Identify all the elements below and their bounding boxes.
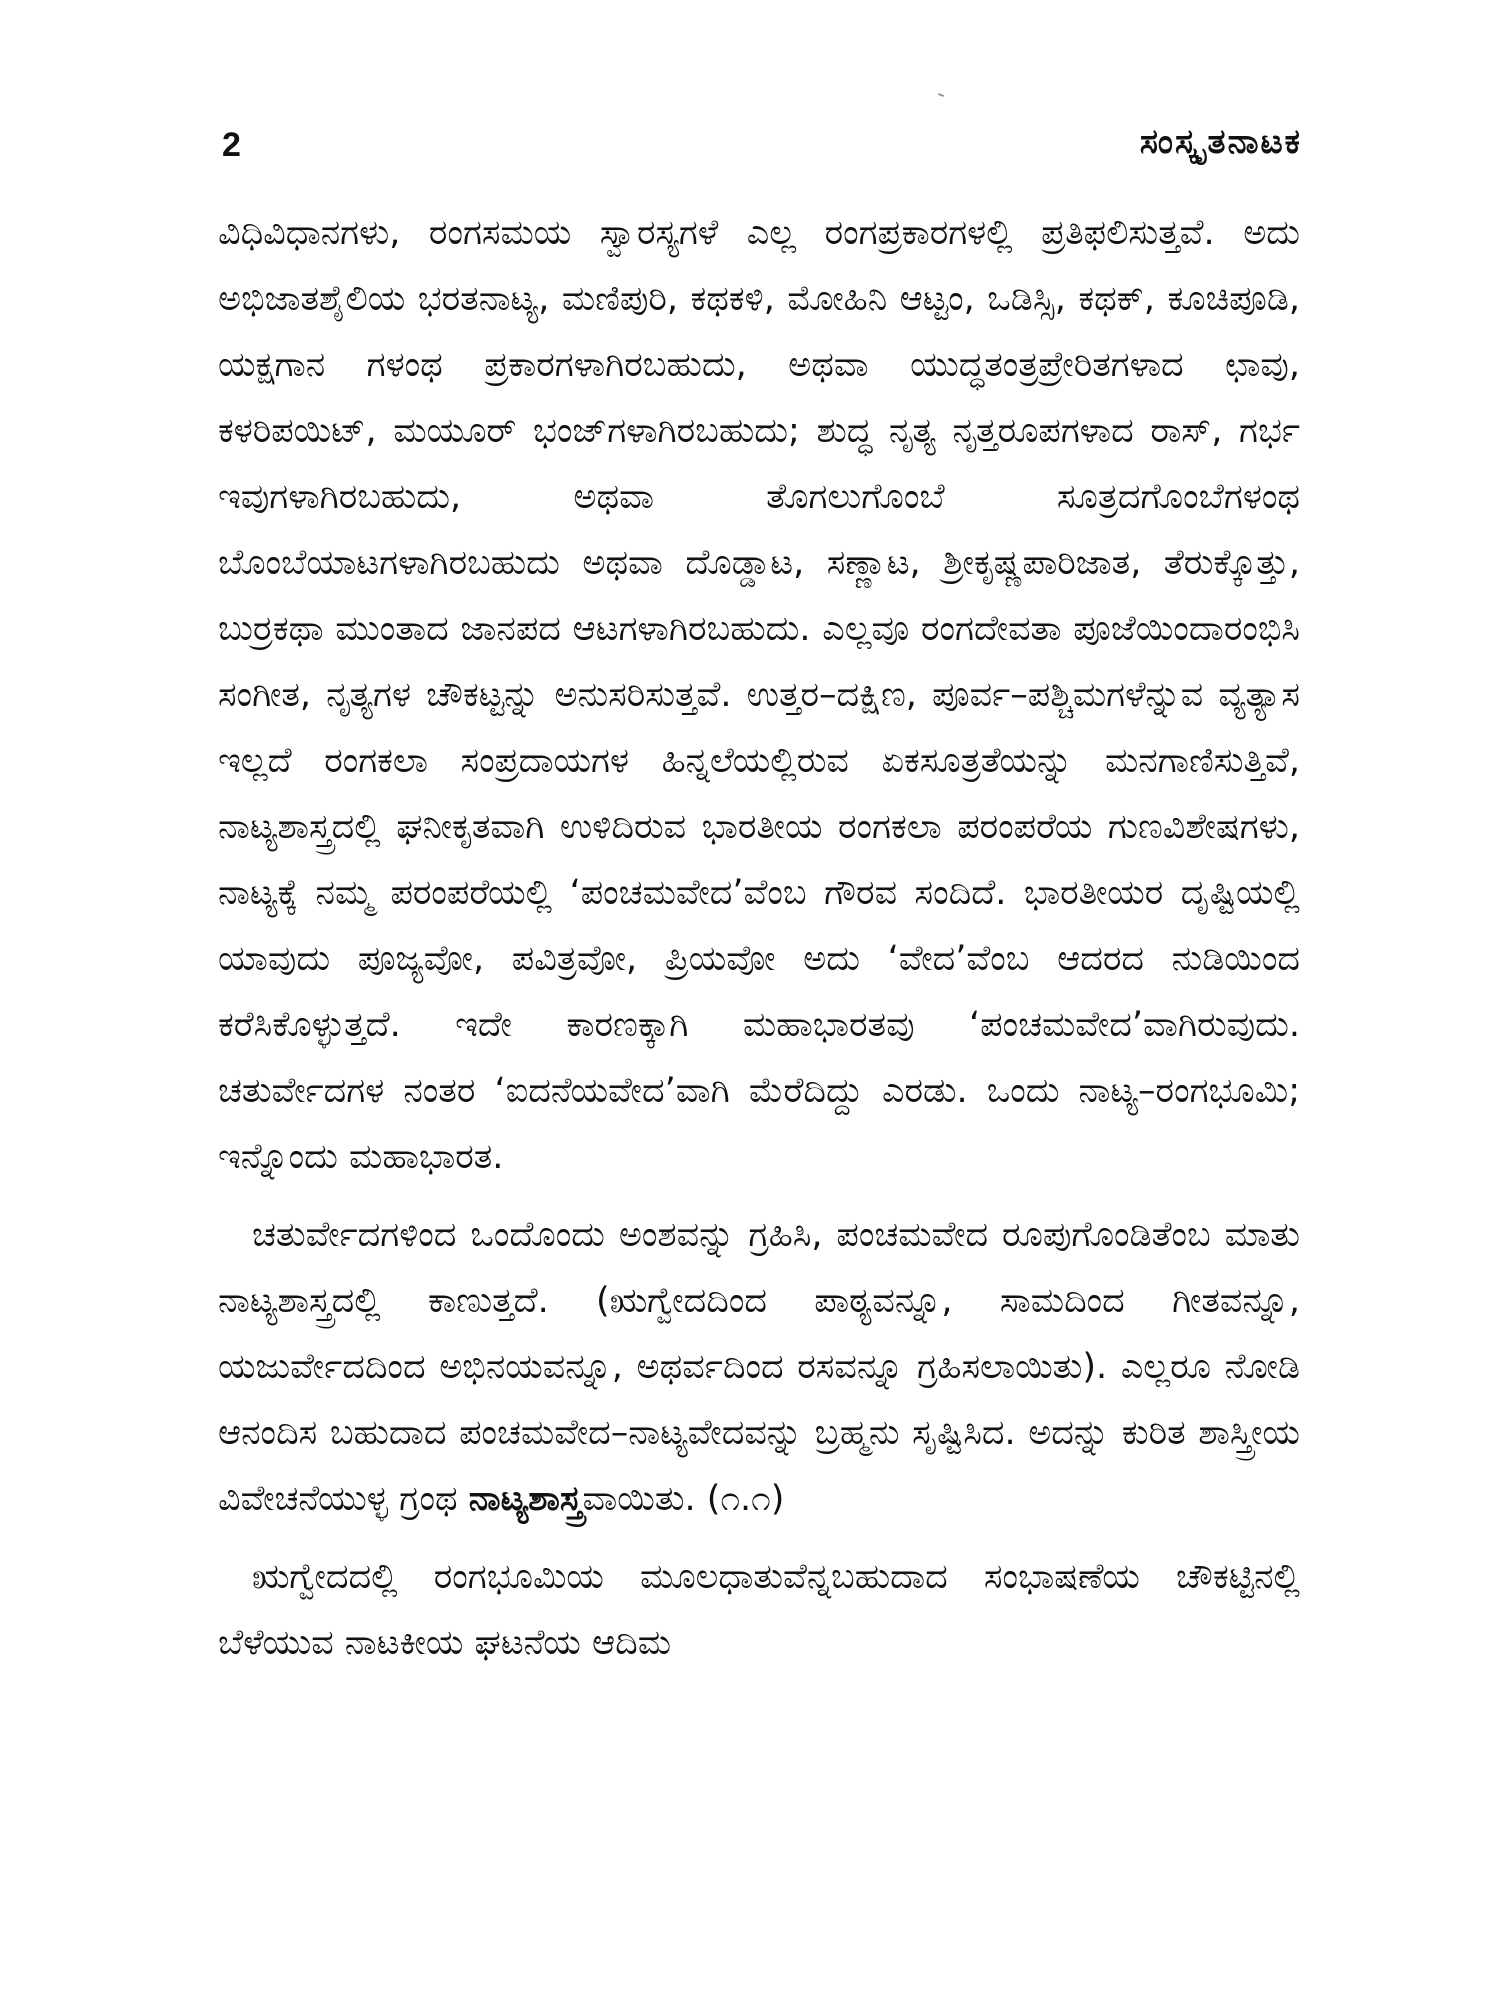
- page-number: 2: [222, 126, 241, 164]
- scan-speck: [938, 93, 944, 97]
- paragraph-1: ವಿಧಿವಿಧಾನಗಳು, ರಂಗಸಮಯ ಸ್ವಾರಸ್ಯಗಳೆ ಎಲ್ಲ ರಂಗಪ್ರಕಾರಗಳಲ್ಲಿ ಪ್ರತಿಫಲಿಸುತ್ತವೆ. ಅದು ಅಭಿಜಾತಶೈಲಿಯ ಭರತನಾಟ್ಯ, ಮಣಿಪುರಿ, ಕಥಕಳಿ, ಮೋಹಿನಿ ಆಟ್ಟಂ, ಒಡಿಸ್ಸಿ, ಕಥಕ್, ಕೂಚಿಪೂಡಿ, ಯಕ್ಷಗಾನ ಗಳಂಥ ಪ್ರಕಾರಗಳಾಗಿರಬಹುದು, ಅಥವಾ ಯುದ್ಧತಂತ್ರಪ್ರೇರಿತಗಳಾದ ಛಾವು, ಕಳರಿಪಯಿಟ್, ಮಯೂರ್ ಭಂಜ್‌ಗಳಾಗಿರಬಹುದು; ಶುದ್ಧ ನೃತ್ಯ ನೃತ್ತರೂಪಗಳಾದ ರಾಸ್, ಗರ್ಭ ಇವುಗಳಾಗಿರಬಹುದು, ಅಥವಾ ತೊಗಲುಗೊಂಬೆ ಸೂತ್ರದಗೊಂಬೆಗಳಂಥ ಬೊಂಬೆಯಾಟಗಳಾಗಿರಬಹುದು ಅಥವಾ ದೊಡ್ಡಾಟ, ಸಣ್ಣಾಟ, ಶ್ರೀಕೃಷ್ಣಪಾರಿಜಾತ, ತೆರುಕ್ಕೊತ್ತು, ಬುರ್ರಕಥಾ ಮುಂತಾದ ಜಾನಪದ ಆಟಗಳಾಗಿರಬಹುದು. ಎಲ್ಲವೂ ರಂಗದೇವತಾ ಪೂಜೆಯಿಂದಾರಂಭಿಸಿ ಸಂಗೀತ, ನೃತ್ಯಗಳ ಚೌಕಟ್ಟನ್ನು ಅನುಸರಿಸುತ್ತವೆ. ಉತ್ತರ–ದಕ್ಷಿಣ, ಪೂರ್ವ–ಪಶ್ಚಿಮಗಳೆನ್ನುವ ವ್ಯತ್ಯಾಸ ಇಲ್ಲದೆ ರಂಗಕಲಾ ಸಂಪ್ರದಾಯಗಳ ಹಿನ್ನಲೆಯಲ್ಲಿರುವ ಏಕಸೂತ್ರತೆಯನ್ನು ಮನಗಾಣಿಸುತ್ತಿವೆ, ನಾಟ್ಯಶಾಸ್ತ್ರದಲ್ಲಿ ಘನೀಕೃತವಾಗಿ ಉಳಿದಿರುವ ಭಾರತೀಯ ರಂಗಕಲಾ ಪರಂಪರೆಯ ಗುಣವಿಶೇಷಗಳು, ನಾಟ್ಯಕ್ಕೆ ನಮ್ಮ ಪರಂಪರೆಯಲ್ಲಿ ‘ಪಂಚಮವೇದ’ವೆಂಬ ಗೌರವ ಸಂದಿದೆ. ಭಾರತೀಯರ ದೃಷ್ಟಿಯಲ್ಲಿ ಯಾವುದು ಪೂಜ್ಯವೋ, ಪವಿತ್ರವೋ, ಪ್ರಿಯವೋ ಅದು ‘ವೇದ’ವೆಂಬ ಆದರದ ನುಡಿಯಿಂದ ಕರೆಸಿಕೊಳ್ಳುತ್ತದೆ. ಇದೇ ಕಾರಣಕ್ಕಾಗಿ ಮಹಾಭಾರತವು ‘ಪಂಚಮವೇದ’ವಾಗಿರುವುದು. ಚತುರ್ವೇದಗಳ ನಂತರ ‘ಐದನೆಯವೇದ’ವಾಗಿ ಮೆರೆದಿದ್ದು ಎರಡು. ಒಂದು ನಾಟ್ಯ–ರಂಗಭೂಮಿ; ಇನ್ನೊಂದು ಮಹಾಭಾರತ.: [218, 213, 1300, 1177]
- paragraph-3: ಋಗ್ವೇದದಲ್ಲಿ ರಂಗಭೂಮಿಯ ಮೂಲಧಾತುವೆನ್ನಬಹುದಾದ ಸಂಭಾಷಣೆಯ ಚೌಕಟ್ಟಿನಲ್ಲಿ ಬೆಳೆಯುವ ನಾಟಕೀಯ ಘಟನೆಯ ಆದಿಮ: [218, 1557, 1300, 1663]
- paragraph-2-text-end: ವಾಯಿತು. (೧.೧): [582, 1479, 785, 1519]
- running-title: ಸಂಸ್ಕೃತನಾಟಕ: [1139, 122, 1302, 162]
- paragraph-2-text: ಚತುರ್ವೇದಗಳಿಂದ ಒಂದೊಂದು ಅಂಶವನ್ನು ಗ್ರಹಿಸಿ, ಪಂಚಮವೇದ ರೂಪುಗೊಂಡಿತೆಂಬ ಮಾತು ನಾಟ್ಯಶಾಸ್ತ್ರದಲ್ಲಿ ಕಾಣುತ್ತದೆ. (ಋಗ್ವೇದದಿಂದ ಪಾಠ್ಯವನ್ನೂ, ಸಾಮದಿಂದ ಗೀತವನ್ನೂ, ಯಜುರ್ವೇದದಿಂದ ಅಭಿನಯವನ್ನೂ, ಅಥರ್ವದಿಂದ ರಸವನ್ನೂ ಗ್ರಹಿಸಲಾಯಿತು). ಎಲ್ಲರೂ ನೋಡಿ ಆನಂದಿಸ ಬಹುದಾದ ಪಂಚಮವೇದ–ನಾಟ್ಯವೇದವನ್ನು ಬ್ರಹ್ಮನು ಸೃಷ್ಟಿಸಿದ. ಅದನ್ನು ಕುರಿತ ಶಾಸ್ತ್ರೀಯ ವಿವೇಚನೆಯುಳ್ಳ ಗ್ರಂಥ: [218, 1215, 1300, 1519]
- page-header: [222, 118, 1302, 178]
- natyashastra-bold-term: ನಾಟ್ಯಶಾಸ್ತ್ರ: [468, 1479, 583, 1519]
- body-text: [218, 200, 1300, 1676]
- paragraph-2: [218, 1202, 1300, 1532]
